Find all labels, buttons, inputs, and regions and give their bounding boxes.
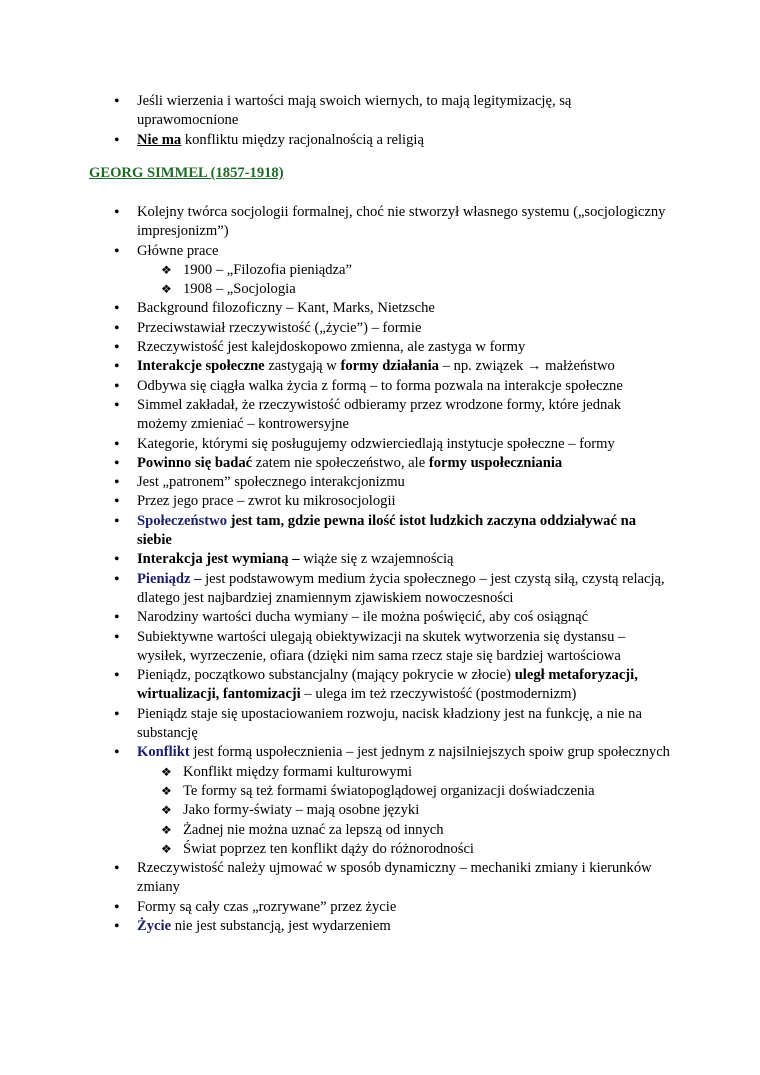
list-item [0,743,760,859]
sub-list-item [137,801,674,820]
main-bullet-list [0,203,760,936]
item-emphasis: formy działania [340,358,439,375]
sub-list-item [137,280,674,299]
item-text: Główne prace [137,242,219,259]
item-keyword: Pieniądz – [137,570,202,587]
item-keyword: Konflikt [137,744,190,761]
list-item [0,608,760,627]
sub-list-item [137,821,674,840]
item-text: – np. związek → małżeństwo [438,358,615,375]
list-item [0,319,760,338]
item-emphasis: jest tam, gdzie pewna ilość istot ludzkich zaczyna oddziaływać na siebie [137,512,637,549]
item-text: Jako formy-światy – mają osobne języki [183,802,420,819]
item-text: Rzeczywistość należy ujmować w sposób dynamiczny – mechaniki zmiany i kierunków zmiany [137,860,652,896]
list-item [0,666,760,705]
list-item [0,473,760,492]
list-item [0,705,760,744]
item-text: 1900 – „Filozofia pieniądza” [183,261,352,278]
list-item [0,435,760,454]
list-item [0,512,760,551]
list-item [0,242,760,300]
list-item [0,338,760,357]
item-text: Konflikt między formami kulturowymi [183,763,413,780]
item-emphasis: Powinno się badać [137,454,253,471]
sub-list [137,763,674,859]
item-text: Pieniądz staje się upostaciowaniem rozwoju, nacisk kładziony jest na funkcję, a nie na substancję [137,705,642,742]
item-text: nie jest substancją, jest wydarzeniem [171,917,391,934]
sub-list-item [137,782,674,801]
top-bullet-list [0,92,760,150]
item-text: zatem nie społeczeństwo, ale [252,454,429,471]
list-item [0,357,760,376]
item-text: jest podstawowym medium życia społecznego – jest czystą siłą, czystą relacją, dlatego jest najbardziej znamiennym zjawiskiem nowoczesności [137,570,665,606]
item-text: Odbywa się ciągła walka życia z formą – to forma pozwala na interakcje społeczne [137,377,623,394]
item-emphasis: Interakcja jest wymianą – [137,551,300,568]
sub-list-item [137,840,674,859]
item-text: 1908 – „Socjologia [183,281,296,298]
sub-list-item [137,763,674,782]
list-item [0,859,760,898]
item-keyword: Społeczeństwo [137,512,227,529]
list-item [0,917,760,936]
item-text: Simmel zakładał, że rzeczywistość odbieramy przez wrodzone formy, które jednak możemy zmieniać – kontrowersyjne [137,396,622,433]
item-text: Pieniądz, początkowo substancjalny (mający pokrycie w złocie) [137,667,515,684]
item-text: Przeciwstawiał rzeczywistość („życie”) – formie [137,319,422,336]
item-text: Przez jego prace – zwrot ku mikrosocjologii [137,493,396,510]
list-item [0,492,760,511]
item-text: Narodziny wartości ducha wymiany – ile można poświęcić, aby coś osiągnąć [137,609,589,626]
section-heading: GEORG SIMMEL (1857-1918) [89,165,284,181]
item-text: Kolejny twórca socjologii formalnej, choć nie stworzył własnego systemu („socjologiczny impresjonizm”) [137,204,666,240]
item-text: Jeśli wierzenia i wartości mają swoich wiernych, to mają legitymizację, są uprawomocnione [137,93,572,129]
item-emphasis: uległ metaforyzacji, wirtualizacji, fantomizacji [137,667,638,703]
item-text: jest formą uspołecznienia – jest jednym z najsilniejszych spoiw grup społecznych [189,744,670,761]
list-item [0,454,760,473]
item-emphasis: Interakcje społeczne [137,358,265,375]
item-text: Te formy są też formami światopoglądowej organizacji doświadczenia [183,782,595,799]
sub-list [137,261,674,300]
item-keyword: Życie [137,917,172,934]
item-text: Rzeczywistość jest kalejdoskopowo zmienna, ale zastyga w formy [137,339,526,356]
item-text: wiąże się z wzajemnością [299,551,454,568]
item-text: Świat poprzez ten konflikt dąży do różnorodności [183,840,474,857]
item-emphasis: Nie ma [137,131,182,148]
list-item [0,203,760,242]
item-emphasis: formy uspołeczniania [428,454,563,471]
list-item [0,377,760,396]
item-text: Żadnej nie można uznać za lepszą od innych [183,821,444,838]
item-text: – ulega im też rzeczywistość (postmodernizm) [300,686,577,703]
list-item [0,299,760,318]
item-text: Subiektywne wartości ulegają obiektywizacji na skutek wytworzenia się dystansu – wysiłek, wyrzeczenie, ofiara (dzięki nim sama rzecz staje się bardziej wartościowa [137,628,626,664]
list-item [0,628,760,667]
list-item [0,92,760,131]
list-item [0,570,760,609]
sub-list-item [137,261,674,280]
item-text: Formy są cały czas „rozrywane” przez życie [137,898,397,915]
item-text: zastygają w [264,358,341,375]
item-text: konfliktu między racjonalnością a religią [181,131,424,148]
list-item [0,550,760,569]
item-text: Background filozoficzny – Kant, Marks, Nietzsche [137,300,435,317]
list-item [0,131,760,150]
list-item [0,396,760,435]
item-text: Kategorie, którymi się posługujemy odzwierciedlają instytucje społeczne – formy [137,435,615,452]
list-item [0,898,760,917]
item-text: Jest „patronem” społecznego interakcjonizmu [137,474,405,491]
